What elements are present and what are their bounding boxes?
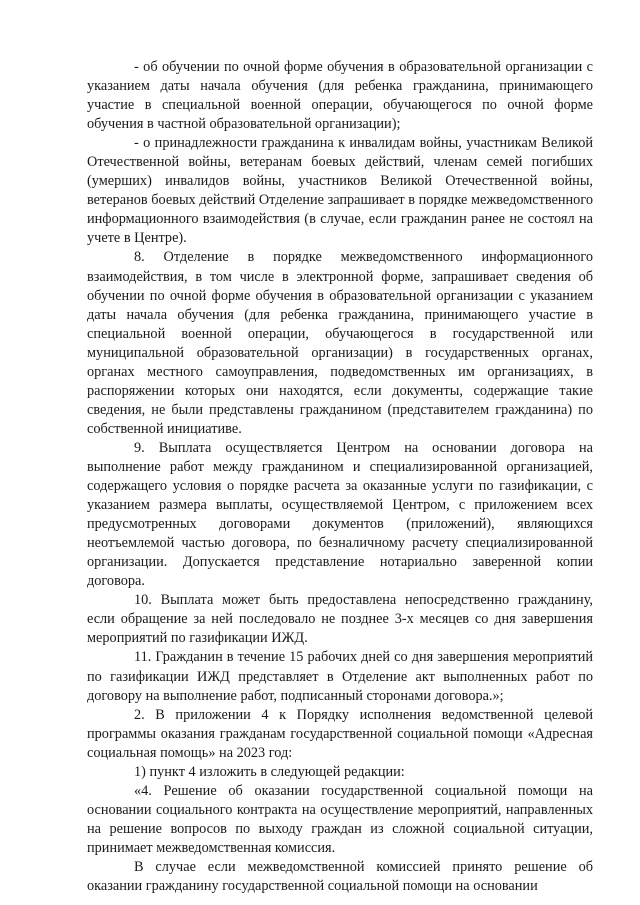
paragraph-clause-10: 10. Выплата может быть предоставлена непосредственно гражданину, если обращение за ней последовало не позднее 3-х месяцев со дня завершения мероприятий по газификации ИЖД. [87, 592, 593, 647]
paragraph-final-partial: В случае если межведомственной комиссией принято решение об оказании гражданину государственной социальной помощи на основании [87, 858, 593, 895]
paragraph-item-2: 2. В приложении 4 к Порядку исполнения ведомственной целевой программы оказания гражданам государственной социальной помощи «Адресная социальная помощь» на 2023 год: [87, 706, 593, 761]
document-page [87, 58, 593, 896]
paragraph-new-clause-4: «4. Решение об оказании государственной социальной помощи на основании социального контракта на осуществление мероприятий, направленных на решение вопросов по выходу граждан из сложной социальной ситуации, принимает межведомственная комиссия. [87, 782, 593, 856]
paragraph-clause-11: 11. Гражданин в течение 15 рабочих дней со дня завершения мероприятий по газификации ИЖД представляет в Отделение акт выполненных работ по договору на выполнение работ, подписанный сторонами договора.»; [87, 649, 593, 704]
paragraph-education-info: - об обучении по очной форме обучения в образовательной организации с указанием даты начала обучения (для ребенка гражданина, принимающего участие в специальной военной операции, обучающегося по очной форме обучения в частной образовательной организации); [87, 59, 593, 133]
paragraph-clause-8: 8. Отделение в порядке межведомственного информационного взаимодействия, в том числе в электронной форме, запрашивает сведения об обучении по очной форме обучения в образовательной организации с указанием даты начала обучения (для ребенка гражданина, принимающего участие в специальной военной операции, обучающегося в государственной или муниципальной образовательной организации) в государственных органах, органах местного самоуправления, подведомственных им организациях, в распоряжении которых они находятся, если документы, содержащие такие сведения, не были представлены гражданином (представителем гражданина) по собственной инициативе. [87, 249, 593, 437]
paragraph-subitem-1: 1) пункт 4 изложить в следующей редакции: [134, 763, 405, 780]
paragraph-veteran-status: - о принадлежности гражданина к инвалидам войны, участникам Великой Отечественной войны, ветеранам боевых действий, членам семей погибших (умерших) инвалидов войны, участников Великой Отечественной войны, ветеранов боевых действий Отделение запрашивает в порядке межведомственного информационного взаимодействия (в случае, если гражданин ранее не состоял на учете в Центре). [87, 135, 593, 247]
paragraph-clause-9: 9. Выплата осуществляется Центром на основании договора на выполнение работ между гражданином и специализированной организацией, содержащего условия о порядке расчета за оказанные услуги по газификации, с указанием размера выплаты, осуществляемой Центром, с приложением всех предусмотренных договорами документов (приложений), являющихся неотъемлемой частью договора, по безналичному расчету специализированной организации. Допускается представление нотариально заверенной копии договора. [87, 439, 593, 590]
